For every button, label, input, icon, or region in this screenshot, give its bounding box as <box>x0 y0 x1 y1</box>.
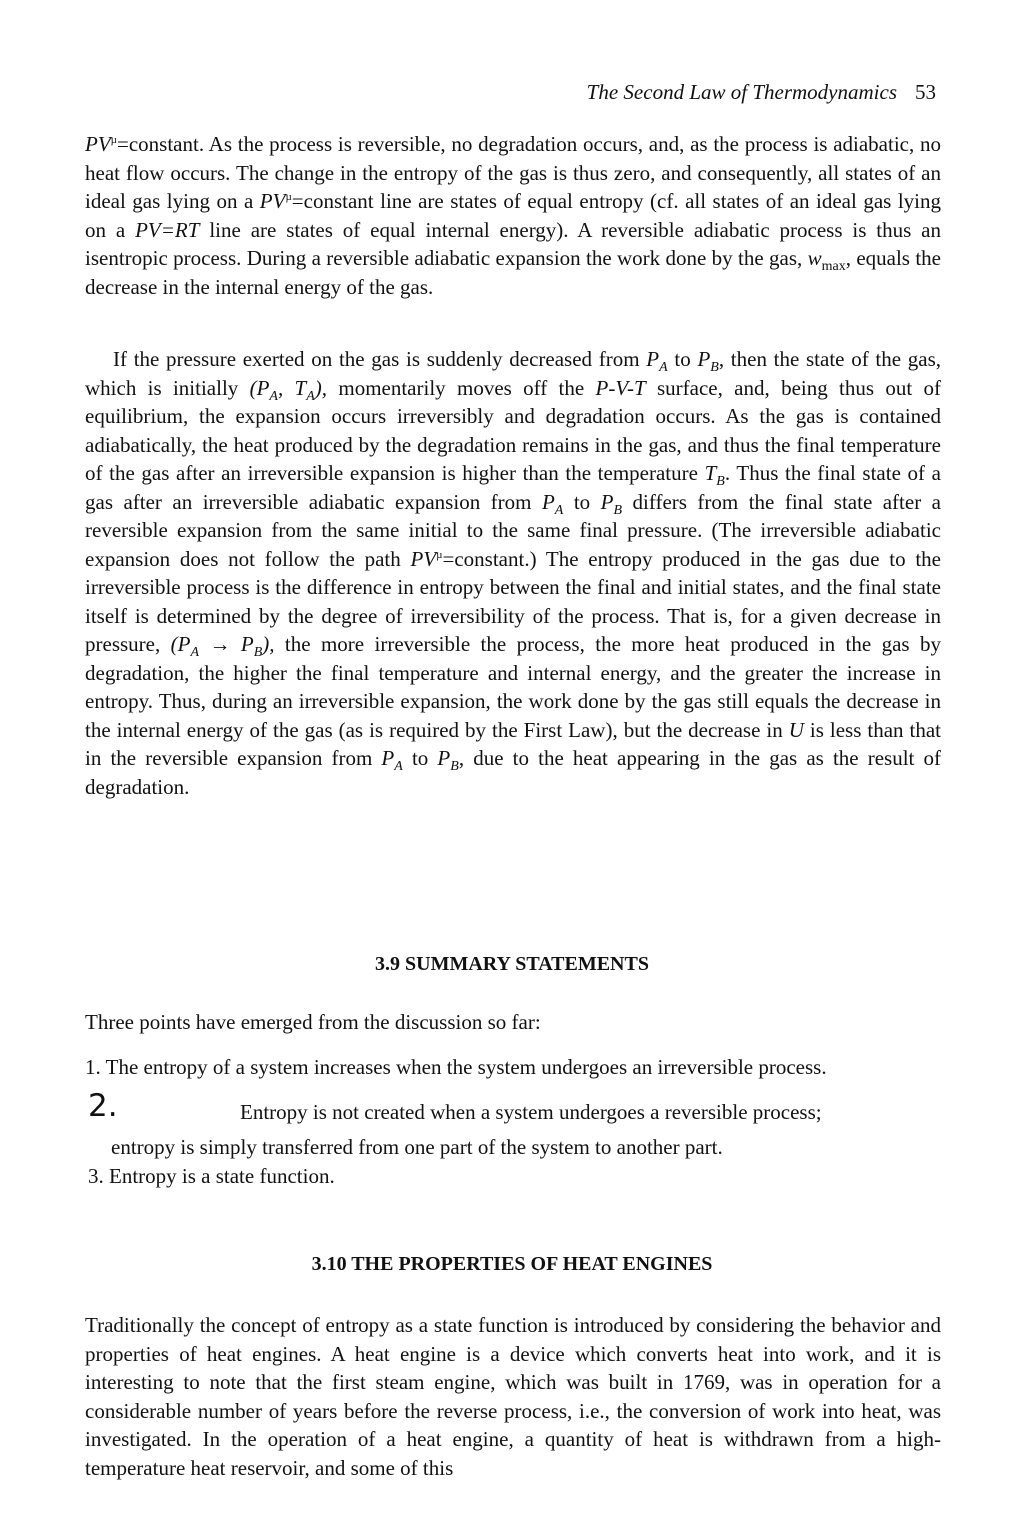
summary-item-2 <box>85 1088 941 1128</box>
paragraph-2: If the pressure exerted on the gas is suddenly decreased from $P_A$ to $P_B$, then the state of the gas, which is initially ($P_A$, $T_A$), momentarily moves off the P-V-T surface, and, being thus out of equilibrium, the expansion occurs irreversibly and degradation occurs. As the gas is contained adiabatically, the heat produced by the degradation remains in the gas, and thus the final temperature of the gas after an irreversible expansion is higher than the temperature $T_B$. Thus the final state of a gas after an irreversible adiabatic expansion from $P_A$ to $P_B$ differs from the final state after a reversible expansion from the same initial to the same final pressure. (The irreversible adiabatic expansion does not follow the path $PV^\mu=constant$.) The entropy produced in the gas due to the irreversible process is the difference in entropy between the final and initial states, and the final state itself is determined by the degree of irreversibility of the process. That is, for a given decrease in pressure, $(P_A \to P_B)$, the more irreversible the process, the more heat produced in the gas by degradation, the higher the final temperature and internal energy, and the greater the increase in entropy. Thus, during an irreversible expansion, the work done by the gas still equals the decrease in the internal energy of the gas (as is required by the First Law), but the decrease in U is less than that in the reversible expansion from $P_A$ to $P_B$, due to the heat appearing in the gas as the result of degradation. <box>85 347 942 799</box>
summary-item-2-number: 2. <box>88 1088 118 1124</box>
summary-item-3: 3. Entropy is a state function. <box>88 1164 335 1188</box>
running-header <box>587 80 936 105</box>
summary-item-2-line-1: Entropy is not created when a system undergoes a reversible process; <box>240 1100 822 1124</box>
summary-item-1: 1. The entropy of a system increases when the system undergoes an irreversible process. <box>85 1055 827 1079</box>
page-number: 53 <box>915 80 936 104</box>
paragraph-1: $PV^\mu=constant$. As the process is reversible, no degradation occurs, and, as the process is adiabatic, no heat flow occurs. The change in the entropy of the gas is thus zero, and consequently, all states of an ideal gas lying on a $PV^\mu=constant$ line are states of equal entropy (cf. all states of an ideal gas lying on a PV=RT line are states of equal internal energy). A reversible adiabatic process is thus an isentropic process. During a reversible adiabatic expansion the work done by the gas, $w_{max}$, equals the decrease in the internal energy of the gas. <box>85 132 942 299</box>
section-heading-3-9: 3.9 SUMMARY STATEMENTS <box>375 953 649 975</box>
summary-intro: Three points have emerged from the discussion so far: <box>85 1010 541 1034</box>
section-heading-3-10: 3.10 THE PROPERTIES OF HEAT ENGINES <box>311 1253 713 1275</box>
summary-item-2-line-2: entropy is simply transferred from one part of the system to another part. <box>111 1135 723 1159</box>
heat-engines-paragraph: Traditionally the concept of entropy as a state function is introduced by considering the behavior and properties of heat engines. A heat engine is a device which converts heat into work, and it is interesting to note that the first steam engine, which was built in 1769, was in operation for a considerable number of years before the reverse process, i.e., the conversion of work into heat, was investigated. In the operation of a heat engine, a quantity of heat is withdrawn from a high-temperature heat reservoir, and some of this <box>85 1313 941 1480</box>
running-title: The Second Law of Thermodynamics <box>586 80 897 104</box>
